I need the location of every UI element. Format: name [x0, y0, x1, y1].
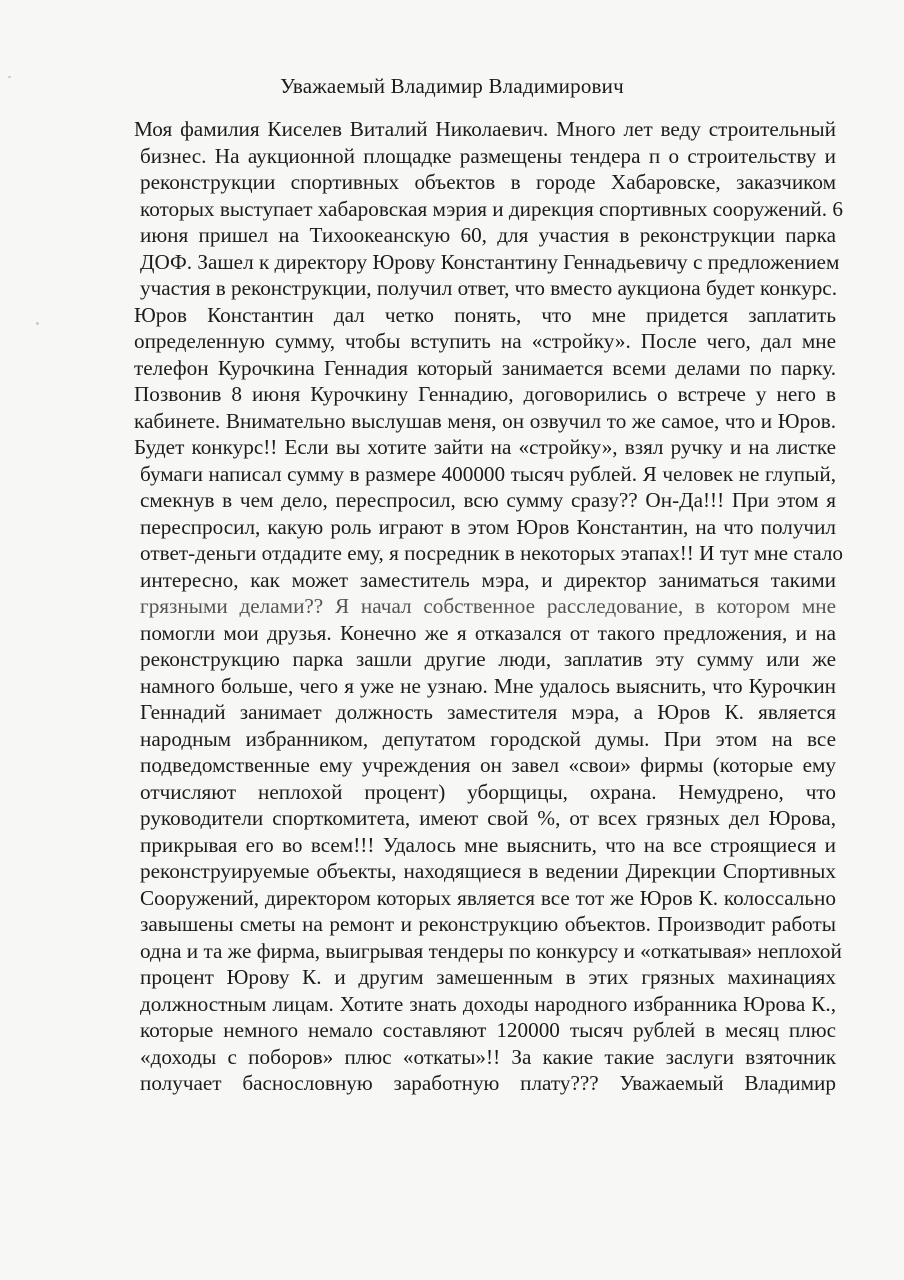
letter-line: прикрывая его во всем!!! Удалось мне выяснить, что на все строящиеся и	[140, 832, 836, 857]
letter-line: отчисляют неплохой процент) уборщицы, охрана. Немудрено, что	[140, 779, 836, 804]
letter-line: которых выступает хабаровская мэрия и дирекция спортивных сооружений. 6	[140, 196, 843, 221]
letter-line: подведомственные ему учреждения он завел «свои» фирмы (которые ему	[140, 753, 836, 777]
letter-line: должностным лицам. Хотите знать доходы народного избранника Юрова К.,	[140, 991, 836, 1016]
letter-salutation: Уважаемый Владимир Владимирович	[280, 74, 624, 98]
letter-line: Сооружений, директором которых является все тот же Юров К. колоссально	[140, 885, 836, 910]
letter-line: процент Юрову К. и другим замешенным в этих грязных махинациях	[140, 965, 836, 989]
letter-line: бумаги написал сумму в размере 400000 тысяч рублей. Я человек не глупый,	[140, 461, 836, 486]
letter-line: которые немного немало составляют 120000 тысяч рублей в месяц плюс	[140, 1018, 836, 1042]
letter-line: смекнув в чем дело, переспросил, всю сумму сразу?? Он-Да!!! При этом я	[140, 488, 836, 512]
letter-line: определенную сумму, чтобы вступить на «стройку». После чего, дал мне	[134, 329, 836, 353]
letter-line: реконструкции спортивных объектов в городе Хабаровске, заказчиком	[140, 170, 836, 194]
letter-line: помогли мои друзья. Конечно же я отказался от такого предложения, и на	[140, 620, 836, 645]
letter-line: грязными делами?? Я начал собственное расследование, в котором мне	[140, 594, 836, 618]
letter-line: реконструкцию парка зашли другие люди, заплатив эту сумму или же	[140, 647, 836, 671]
letter-line: интересно, как может заместитель мэра, и директор заниматься такими	[140, 567, 836, 592]
letter-line: реконструируемые объекты, находящиеся в ведении Дирекции Спортивных	[140, 859, 836, 883]
letter-line: руководители спорткомитета, имеют свой %, от всех грязных дел Юрова,	[140, 806, 836, 830]
letter-line: одна и та же фирма, выигрывая тендеры по конкурсу и «откатывая» неплохой	[140, 938, 842, 963]
letter-body	[134, 116, 843, 1097]
letter-line: Будет конкурс!! Если вы хотите зайти на «стройку», взял ручку и на листке	[134, 435, 836, 459]
letter-line: Геннадий занимает должность заместителя мэра, а Юров К. является	[140, 700, 836, 724]
letter-line: получает баснословную заработную плату??? Уважаемый Владимир	[140, 1071, 836, 1095]
letter-line: Позвонив 8 июня Курочкину Геннадию, договорились о встрече у него в	[134, 382, 836, 406]
letter-line: бизнес. На аукционной площадке размещены тендера п о строительству и	[140, 143, 836, 168]
letter-line: июня пришел на Тихоокеанскую 60, для участия в реконструкции парка	[140, 223, 836, 247]
letter-line: «доходы с поборов» плюс «откаты»!! За какие такие заслуги взяточник	[140, 1044, 836, 1069]
letter-line: переспросил, какую роль играют в этом Юров Константин, на что получил	[140, 514, 836, 539]
letter-line: намного больше, чего я уже не узнаю. Мне удалось выяснить, что Курочкин	[140, 673, 836, 698]
letter-line: Юров Константин дал четко понять, что мне придется заплатить	[134, 302, 836, 327]
letter-line: завышены сметы на ремонт и реконструкцию объектов. Производит работы	[140, 912, 836, 936]
letter-line: народным избранником, депутатом городской думы. При этом на все	[140, 726, 836, 751]
letter-line: телефон Курочкина Геннадия который занимается всеми делами по парку.	[134, 355, 836, 380]
letter-line: кабинете. Внимательно выслушав меня, он озвучил то же самое, что и Юров.	[134, 408, 836, 433]
letter-line: участия в реконструкции, получил ответ, что вместо аукциона будет конкурс.	[140, 276, 837, 300]
letter-line: ДОФ. Зашел к директору Юрову Константину Геннадьевичу с предложением	[140, 249, 840, 274]
scan-speck	[36, 322, 39, 325]
letter-line: ответ-деньги отдадите ему, я посредник в некоторых этапах!! И тут мне стало	[140, 541, 843, 565]
letter-line: Моя фамилия Киселев Виталий Николаевич. Много лет веду строительный	[134, 117, 836, 141]
